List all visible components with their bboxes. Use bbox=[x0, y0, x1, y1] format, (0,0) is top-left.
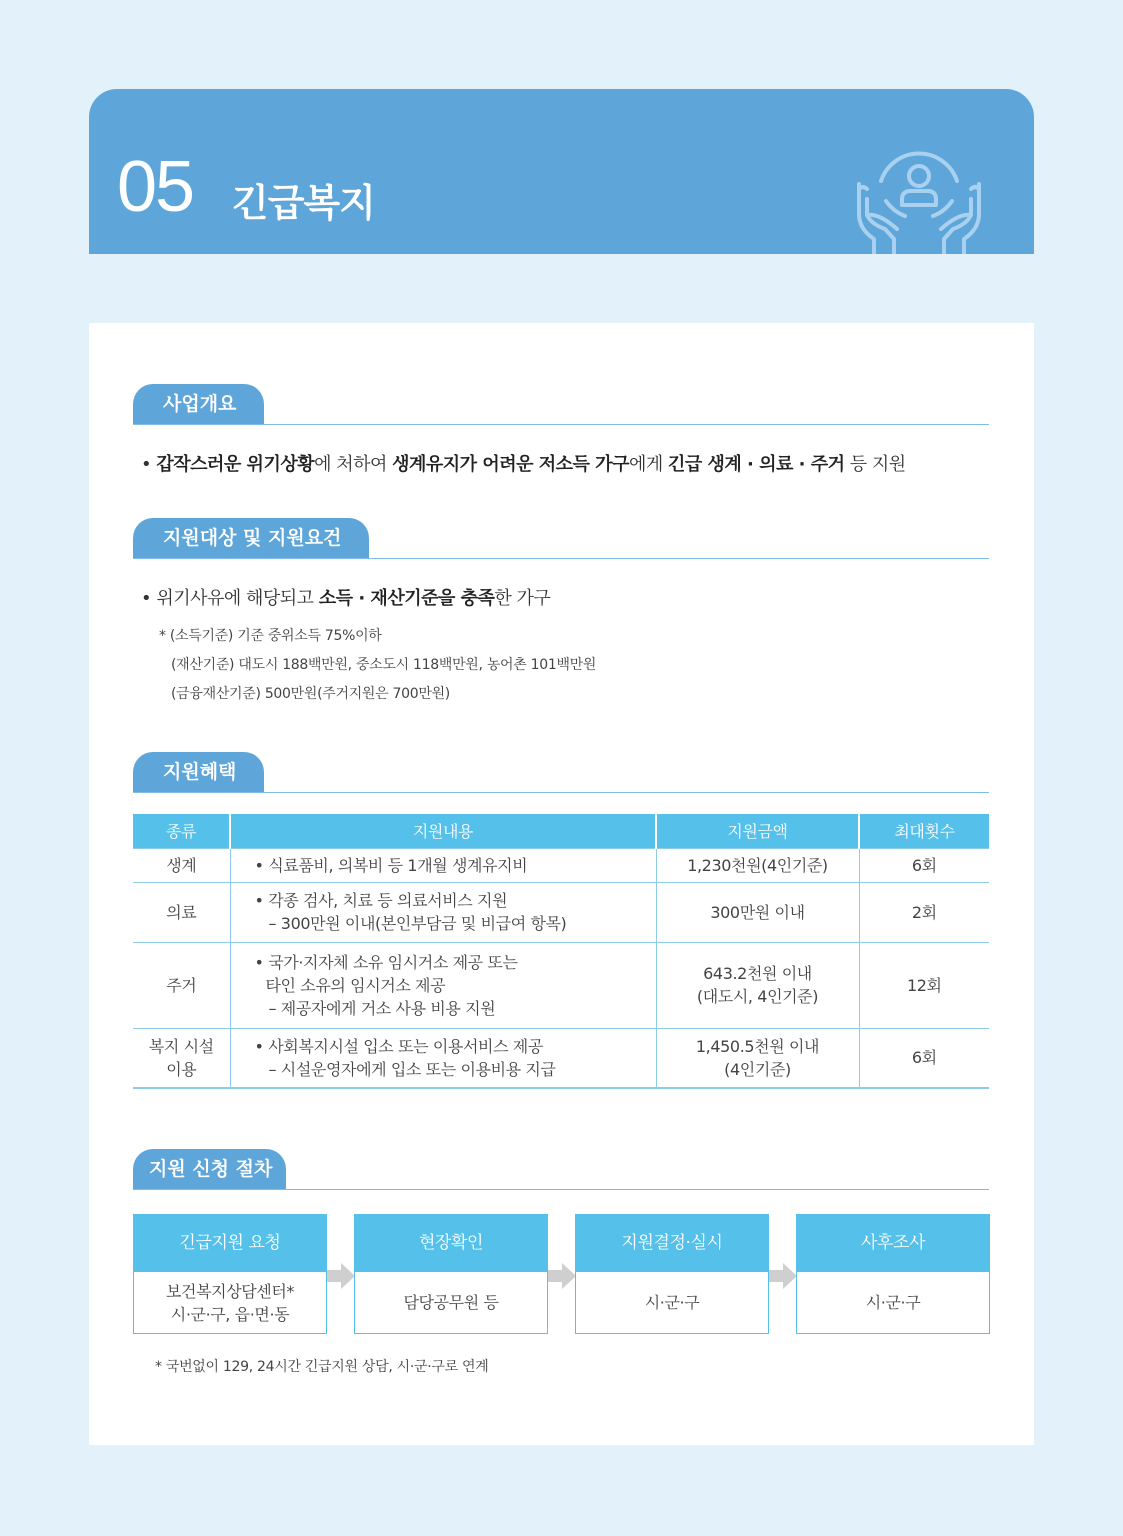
cell-line: – 시설운영자에게 입소 또는 이용비용 지급 bbox=[268, 1059, 556, 1079]
cell-line: 주거 bbox=[166, 975, 197, 995]
emphasis-text: 소득 · 재산기준을 충족 bbox=[318, 588, 495, 609]
step-body-line: 보건복지상담센터* bbox=[165, 1281, 295, 1301]
section-divider bbox=[133, 1189, 989, 1190]
benefits-table bbox=[133, 814, 989, 1089]
cell-line: 643.2천원 이내 bbox=[703, 964, 812, 983]
page-title: 긴급복지 bbox=[232, 181, 375, 225]
cell-line: 복지 시설 bbox=[148, 1036, 214, 1056]
emphasis-text: 긴급 생계 · 의료 · 주거 bbox=[667, 454, 845, 475]
section-number: 05 bbox=[117, 147, 194, 227]
cell-line: (4인기준) bbox=[724, 1059, 791, 1079]
section-divider bbox=[133, 792, 989, 793]
cell-amount bbox=[656, 848, 859, 882]
section-benefits bbox=[133, 752, 989, 793]
cell-type bbox=[133, 882, 230, 942]
cell-content bbox=[230, 848, 656, 882]
body-text: 위기사유에 해당되고 bbox=[156, 588, 319, 609]
arrow-right-icon bbox=[548, 1261, 578, 1291]
cell-line: 이용 bbox=[166, 1059, 197, 1079]
column-header: 종류 bbox=[133, 814, 230, 848]
column-header: 최대횟수 bbox=[859, 814, 989, 848]
step-body bbox=[575, 1272, 769, 1334]
procedure-footnote: * 국번없이 129, 24시간 긴급지원 상담, 시·군·구로 연계 bbox=[155, 1359, 489, 1375]
cell-line: 1,230천원(4인기준) bbox=[687, 855, 828, 875]
cell-amount bbox=[656, 942, 859, 1028]
overview-text bbox=[141, 450, 906, 476]
note-line: (재산기준) 대도시 188백만원, 중소도시 118백만원, 농어촌 101백만원 bbox=[171, 657, 597, 673]
section-procedure bbox=[133, 1149, 989, 1190]
cell-line: – 제공자에게 거소 사용 비용 지원 bbox=[268, 998, 496, 1018]
cell-content bbox=[230, 1028, 656, 1088]
cell-line: 300만원 이내 bbox=[710, 902, 805, 922]
cell-line: • 사회복지시설 입소 또는 이용서비스 제공 bbox=[254, 1036, 543, 1056]
emphasis-text: 갑작스러운 위기상황 bbox=[156, 454, 315, 475]
bullet-dot: • bbox=[141, 454, 157, 475]
procedure-step-2 bbox=[354, 1214, 548, 1334]
step-body bbox=[354, 1272, 548, 1334]
cell-content bbox=[230, 882, 656, 942]
table-header-row bbox=[133, 814, 989, 848]
section-heading: 지원 신청 절차 bbox=[133, 1149, 286, 1189]
step-title: 현장확인 bbox=[354, 1214, 548, 1272]
step-title: 지원결정·실시 bbox=[575, 1214, 769, 1272]
body-text: 등 지원 bbox=[844, 454, 906, 475]
cell-line: 1,450.5천원 이내 bbox=[695, 1036, 820, 1056]
cell-max: 2회 bbox=[859, 882, 989, 942]
cell-max: 12회 bbox=[859, 942, 989, 1028]
step-body-line: 담당공무원 등 bbox=[403, 1293, 499, 1312]
cell-type bbox=[133, 1028, 230, 1088]
procedure-step-3 bbox=[575, 1214, 769, 1334]
column-header: 지원금액 bbox=[656, 814, 859, 848]
table-row bbox=[133, 1028, 989, 1088]
cell-max: 6회 bbox=[859, 1028, 989, 1088]
cell-line: • 식료품비, 의복비 등 1개월 생계유지비 bbox=[254, 855, 528, 875]
step-body-line: 시·군·구 bbox=[644, 1293, 700, 1312]
cell-type bbox=[133, 848, 230, 882]
arrow-right-icon bbox=[327, 1261, 357, 1291]
bullet-dot: • bbox=[141, 588, 157, 609]
column-header: 지원내용 bbox=[230, 814, 656, 848]
table-row bbox=[133, 882, 989, 942]
cell-line: • 각종 검사, 치료 등 의료서비스 지원 bbox=[254, 891, 508, 910]
section-overview bbox=[133, 384, 989, 425]
cell-line: 의료 bbox=[166, 902, 197, 922]
note-line: * (소득기준) 기준 중위소득 75%이하 bbox=[159, 628, 382, 644]
section-divider bbox=[133, 558, 989, 559]
cell-content bbox=[230, 942, 656, 1028]
arrow-right-icon bbox=[769, 1261, 799, 1291]
content-card bbox=[89, 323, 1034, 1445]
procedure-step-1 bbox=[133, 1214, 327, 1334]
cell-line: 생계 bbox=[166, 855, 197, 875]
step-title: 긴급지원 요청 bbox=[133, 1214, 327, 1272]
cell-amount bbox=[656, 1028, 859, 1088]
table-row bbox=[133, 848, 989, 882]
section-divider bbox=[133, 424, 989, 425]
body-text: 에 처하여 bbox=[314, 454, 393, 475]
section-heading: 지원혜택 bbox=[133, 752, 264, 792]
table-row bbox=[133, 942, 989, 1028]
hands-person-icon bbox=[849, 129, 989, 254]
page-header bbox=[89, 89, 1034, 254]
section-eligibility bbox=[133, 518, 989, 559]
section-heading: 지원대상 및 지원요건 bbox=[133, 518, 369, 558]
note-line: (금융재산기준) 500만원(주거지원은 700만원) bbox=[171, 686, 450, 702]
step-body bbox=[796, 1272, 990, 1334]
cell-line: – 300만원 이내(본인부담금 및 비급여 항목) bbox=[268, 914, 567, 933]
step-body bbox=[133, 1272, 327, 1334]
section-heading: 사업개요 bbox=[133, 384, 264, 424]
eligibility-notes bbox=[159, 622, 596, 709]
emphasis-text: 생계유지가 어려운 저소득 가구 bbox=[392, 454, 629, 475]
cell-line: (대도시, 4인기준) bbox=[696, 987, 819, 1006]
step-title: 사후조사 bbox=[796, 1214, 990, 1272]
step-body-line: 시·군·구, 읍·면·동 bbox=[170, 1304, 290, 1324]
cell-line: 타인 소유의 임시거소 제공 bbox=[265, 975, 446, 995]
body-text: 에게 bbox=[628, 454, 668, 475]
cell-type bbox=[133, 942, 230, 1028]
step-body-line: 시·군·구 bbox=[865, 1293, 921, 1312]
eligibility-text bbox=[141, 584, 550, 610]
cell-line: • 국가·지자체 소유 임시거소 제공 또는 bbox=[254, 952, 518, 972]
body-text: 한 가구 bbox=[494, 588, 551, 609]
cell-amount bbox=[656, 882, 859, 942]
procedure-step-4 bbox=[796, 1214, 990, 1334]
cell-max: 6회 bbox=[859, 848, 989, 882]
